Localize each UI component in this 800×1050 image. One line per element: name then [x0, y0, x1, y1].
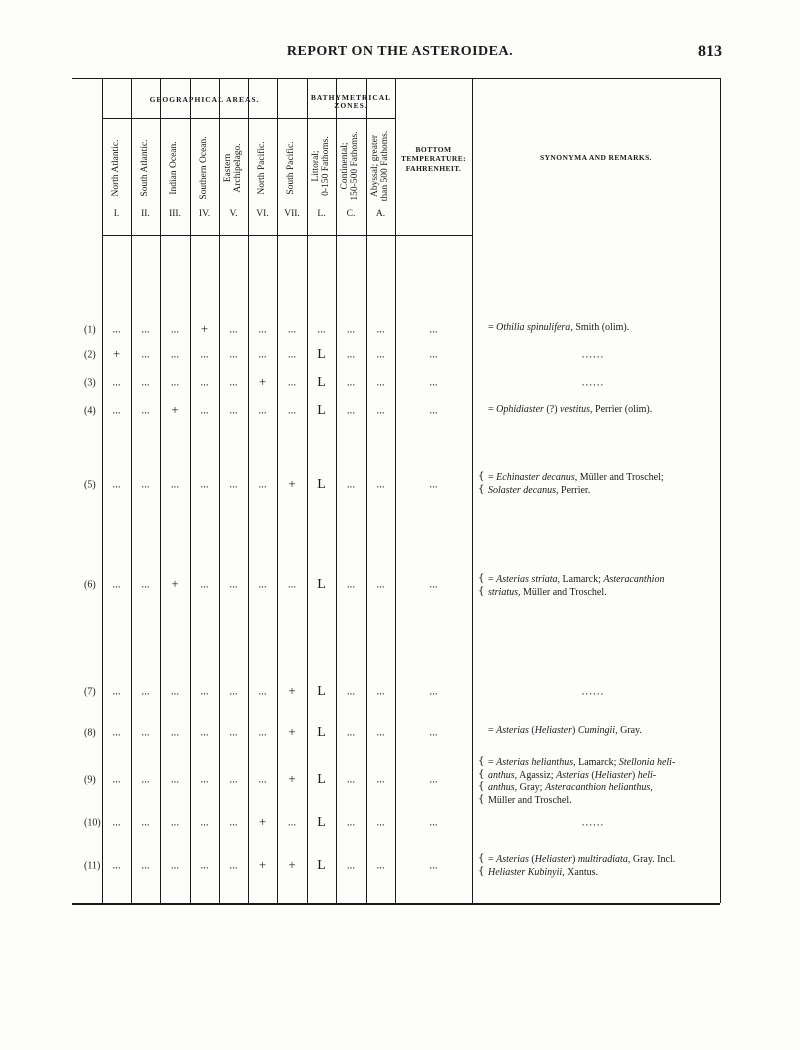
table-cell: ... — [376, 404, 385, 417]
brace-mark: { { — [478, 573, 485, 597]
table-cell: L — [317, 772, 326, 787]
table-cell: L — [317, 684, 326, 699]
table-cell: ... — [141, 478, 150, 491]
table-cell: L — [317, 725, 326, 740]
table-cell: + — [200, 321, 209, 337]
synonym-remark — [478, 404, 718, 417]
row-number: (10) — [84, 817, 101, 829]
table-cell: ... — [141, 323, 150, 336]
table-cell: ... — [287, 323, 297, 336]
column-header-line: Archipelago. — [232, 143, 243, 193]
table-cell: ... — [376, 726, 385, 739]
table-cell: ... — [200, 726, 209, 739]
table-cell: + — [288, 476, 296, 492]
row-number: (6) — [84, 579, 96, 591]
column-rule — [307, 78, 308, 903]
remark-placeholder: ...... — [581, 816, 605, 829]
table-cell: ... — [141, 685, 150, 698]
table-cell: ... — [112, 376, 121, 389]
table-cell: ... — [258, 348, 267, 361]
table-cell: ... — [376, 773, 385, 786]
table-cell: ... — [317, 323, 326, 336]
table-cell: ... — [346, 578, 356, 591]
column-header-line: 150-500 Fathoms. — [350, 131, 360, 201]
table-cell: + — [258, 857, 267, 873]
synonym-remark — [478, 725, 718, 738]
table-cell: ... — [287, 376, 297, 389]
bathymetrical-zones-header — [307, 94, 395, 111]
row-number: (1) — [84, 324, 96, 336]
table-cell: ... — [141, 816, 150, 829]
column-header-line: Eastern — [222, 153, 233, 183]
synonym-remark — [478, 472, 718, 497]
column-rule — [720, 78, 721, 903]
table-cell: ... — [346, 726, 356, 739]
table-cell: L — [317, 815, 326, 830]
table-cell: ... — [112, 478, 121, 491]
table-cell: ... — [170, 773, 180, 786]
table-cell: ... — [112, 685, 121, 698]
table-cell: ... — [376, 348, 385, 361]
row-number: (3) — [84, 377, 96, 389]
column-rule — [277, 78, 278, 903]
table-cell: ... — [112, 578, 121, 591]
synonyma-header: SYNONYMA AND REMARKS. — [540, 153, 652, 162]
column-header-line: Abyssal; greater — [369, 135, 380, 197]
row-number: (4) — [84, 405, 96, 417]
remark-text — [488, 472, 718, 497]
column-header-label — [371, 131, 391, 201]
table-cell: + — [258, 374, 267, 390]
table-cell: ... — [112, 816, 121, 829]
table-cell: ... — [112, 323, 121, 336]
remark-line: = Echinaster decanus, Müller and Troschel; — [488, 472, 664, 483]
temperature-cell: ... — [429, 773, 438, 786]
column-header-label: Indian Ocean. — [169, 141, 180, 195]
temperature-cell: ... — [429, 859, 438, 872]
table-cell: + — [112, 346, 121, 362]
column-roman-numeral: L. — [317, 209, 326, 219]
table-cell: L — [317, 477, 326, 492]
column-header-label: North Pacific. — [256, 141, 267, 195]
remark-line: striatus, Müller and Troschel. — [488, 586, 607, 598]
temperature-cell: ... — [429, 376, 438, 389]
synonym-remark — [478, 574, 718, 599]
table-cell: ... — [141, 404, 150, 417]
remark-line: = Asterias (Heliaster) multiradiata, Gray. Incl. — [488, 854, 676, 865]
table-cell: ... — [346, 685, 356, 698]
table-cell: ... — [200, 478, 209, 491]
table-cell: ... — [229, 323, 238, 336]
table-cell: ... — [258, 478, 267, 491]
table-cell: ... — [200, 685, 209, 698]
remark-text — [488, 574, 718, 599]
remark-line: anthus, Agassiz; Asterias (Heliaster) heli- — [488, 769, 657, 781]
remark-text — [488, 725, 718, 738]
column-header-label: North Atlantic. — [110, 139, 121, 197]
table-cell: ... — [376, 376, 385, 389]
table-cell: + — [171, 402, 179, 418]
table-cell: L — [317, 577, 326, 592]
table-cell: ... — [170, 685, 180, 698]
table-cell: ... — [376, 578, 385, 591]
table-cell: ... — [229, 773, 238, 786]
column-header-line: than 500 Fathoms. — [379, 130, 390, 202]
table-cell: ... — [200, 376, 209, 389]
synonym-remark — [478, 757, 718, 807]
table-cell: ... — [376, 323, 385, 336]
table-cell: ... — [112, 404, 121, 417]
table-cell: ... — [200, 859, 209, 872]
column-roman-numeral: V. — [229, 209, 238, 219]
table-cell: ... — [258, 404, 267, 417]
table-cell: ... — [376, 478, 385, 491]
column-roman-numeral: A. — [375, 209, 386, 219]
table-cell: ... — [287, 348, 297, 361]
row-number: (11) — [84, 860, 101, 872]
table-cell: ... — [200, 348, 209, 361]
temperature-header-line: TEMPERATURE: — [400, 154, 467, 164]
remark-text — [488, 404, 718, 417]
remark-placeholder: ...... — [581, 348, 605, 361]
table-cell: ... — [170, 816, 180, 829]
remark-text — [488, 322, 718, 335]
table-cell: ... — [346, 859, 356, 872]
bathymetrical-line: ZONES. — [334, 101, 368, 111]
column-rule — [160, 78, 161, 903]
table-cell: + — [288, 771, 296, 787]
temperature-cell: ... — [429, 404, 438, 417]
column-roman-numeral: II. — [141, 209, 150, 219]
temperature-cell: ... — [429, 348, 438, 361]
table-cell: ... — [258, 323, 267, 336]
table-cell: ... — [170, 376, 180, 389]
brace-mark: { { — [478, 471, 485, 495]
column-rule — [131, 78, 132, 903]
column-rule — [395, 78, 396, 903]
table-cell: ... — [229, 478, 238, 491]
remark-line: = Othilia spinulifera, Smith (olim). — [488, 322, 630, 333]
table-cell: ... — [229, 404, 238, 417]
table-cell: ... — [229, 578, 238, 591]
column-rule — [366, 78, 367, 903]
column-roman-numeral: I. — [113, 209, 120, 219]
column-rule — [472, 78, 473, 903]
temperature-cell: ... — [429, 323, 438, 336]
temperature-header-line: BOTTOM — [415, 145, 452, 154]
table-cell: ... — [229, 859, 238, 872]
row-number: (7) — [84, 686, 96, 698]
column-roman-numeral: III. — [169, 209, 181, 219]
table-cell: ... — [141, 578, 150, 591]
table-cell: ... — [112, 726, 121, 739]
table-cell: ... — [141, 376, 150, 389]
remark-line: Heliaster Kubinyii, Xantus. — [488, 866, 599, 878]
temperature-cell: ... — [429, 685, 438, 698]
table-cell: ... — [376, 859, 385, 872]
column-roman-numeral: IV. — [198, 209, 211, 219]
remark-line: = Ophidiaster (?) vestitus, Perrier (olim). — [488, 404, 653, 415]
bathy-subheader-rule — [307, 118, 395, 119]
remark-placeholder: ...... — [581, 376, 605, 389]
remark-line: Müller and Troschel. — [488, 794, 572, 806]
table-cell: ... — [229, 685, 238, 698]
table-cell: ... — [112, 859, 121, 872]
column-header-label: South Pacific. — [286, 141, 297, 195]
table-cell: ... — [200, 578, 209, 591]
row-number: (5) — [84, 479, 96, 491]
table-cell: + — [171, 576, 179, 592]
table-cell: ... — [346, 348, 356, 361]
column-roman-numeral: C. — [346, 209, 356, 219]
table-cell: L — [317, 347, 326, 362]
table-cell: ... — [258, 578, 267, 591]
remark-line: = Asterias striata, Lamarck; Asteracanthion — [488, 574, 665, 585]
column-rule — [336, 78, 337, 903]
header-bottom-rule — [102, 235, 472, 236]
synonym-remark — [478, 322, 718, 335]
table-cell: ... — [229, 816, 238, 829]
table-cell: ... — [346, 323, 356, 336]
table-cell: ... — [346, 404, 356, 417]
table-cell: + — [288, 857, 296, 873]
table-cell: ... — [170, 323, 180, 336]
table-cell: ... — [170, 859, 180, 872]
table-cell: ... — [346, 773, 356, 786]
table-cell: ... — [258, 726, 267, 739]
temperature-header-line: FAHRENHEIT. — [405, 163, 462, 173]
brace-mark: { { { { — [478, 756, 485, 805]
temperature-cell: ... — [429, 478, 438, 491]
table-cell: + — [288, 683, 296, 699]
column-header-label — [341, 131, 361, 200]
table-cell: ... — [170, 726, 180, 739]
remark-line: Solaster decanus, Perrier. — [488, 484, 591, 496]
table-cell: ... — [200, 816, 209, 829]
table-cell: + — [288, 724, 296, 740]
column-header-line: 0-150 Fathoms. — [320, 136, 331, 196]
brace-mark: { { — [478, 853, 485, 877]
column-header-label — [224, 143, 244, 192]
table-cell: ... — [200, 773, 209, 786]
column-rule — [190, 78, 191, 903]
table-cell: ... — [112, 773, 121, 786]
bathymetrical-line: BATHYMETRICAL — [310, 93, 392, 102]
table-cell: ... — [141, 773, 150, 786]
table-cell: ... — [346, 816, 356, 829]
table-cell: ... — [376, 816, 385, 829]
geographical-areas-header: GEOGRAPHICAL AREAS. — [149, 95, 260, 104]
remark-placeholder: ...... — [581, 685, 605, 698]
table-cell: ... — [258, 773, 267, 786]
bottom-temperature-header — [395, 145, 472, 173]
table-cell: ... — [141, 859, 150, 872]
remark-line: anthus, Gray; Asteracanthion helianthus, — [488, 782, 653, 793]
row-number: (9) — [84, 774, 96, 786]
table-cell: ... — [258, 685, 267, 698]
table-cell: ... — [346, 376, 356, 389]
column-header-line: Continental; — [340, 142, 351, 190]
table-cell: L — [317, 375, 326, 390]
column-rule — [219, 78, 220, 903]
row-number: (2) — [84, 349, 96, 361]
remark-text — [488, 854, 718, 879]
table-cell: L — [317, 403, 326, 418]
table-cell: ... — [376, 685, 385, 698]
table-cell: L — [317, 858, 326, 873]
column-roman-numeral: VII. — [284, 209, 300, 219]
temperature-cell: ... — [429, 578, 438, 591]
column-rule — [248, 78, 249, 903]
column-rule — [102, 78, 103, 903]
table-cell: ... — [200, 404, 209, 417]
synonym-remark — [478, 854, 718, 879]
table-cell: ... — [141, 348, 150, 361]
remark-text — [488, 757, 718, 807]
column-header-label: South Atlantic. — [139, 139, 150, 197]
temperature-cell: ... — [429, 726, 438, 739]
table-cell: ... — [170, 348, 180, 361]
remark-line: = Asterias (Heliaster) Cumingii, Gray. — [488, 725, 642, 736]
column-header-label: Southern Ocean. — [198, 136, 209, 200]
table-cell: ... — [287, 404, 297, 417]
column-roman-numeral: VI. — [256, 209, 269, 219]
temperature-cell: ... — [429, 816, 438, 829]
table-cell: ... — [287, 578, 297, 591]
running-title: REPORT ON THE ASTEROIDEA. — [286, 44, 514, 59]
table-cell: + — [258, 814, 267, 830]
row-number: (8) — [84, 727, 96, 739]
table-cell: ... — [170, 478, 180, 491]
table-cell: ... — [229, 376, 238, 389]
table-cell: ... — [229, 348, 238, 361]
remark-line: = Asterias helianthus, Lamarck; Stellonia heli- — [488, 757, 676, 768]
table-cell: ... — [229, 726, 238, 739]
table-bottom-rule — [72, 903, 720, 905]
page-number: 813 — [698, 43, 722, 60]
column-header-label — [312, 136, 332, 196]
column-header-line: Littoral; — [310, 150, 321, 182]
table-cell: ... — [287, 816, 297, 829]
table-cell: ... — [346, 478, 356, 491]
table-cell: ... — [141, 726, 150, 739]
